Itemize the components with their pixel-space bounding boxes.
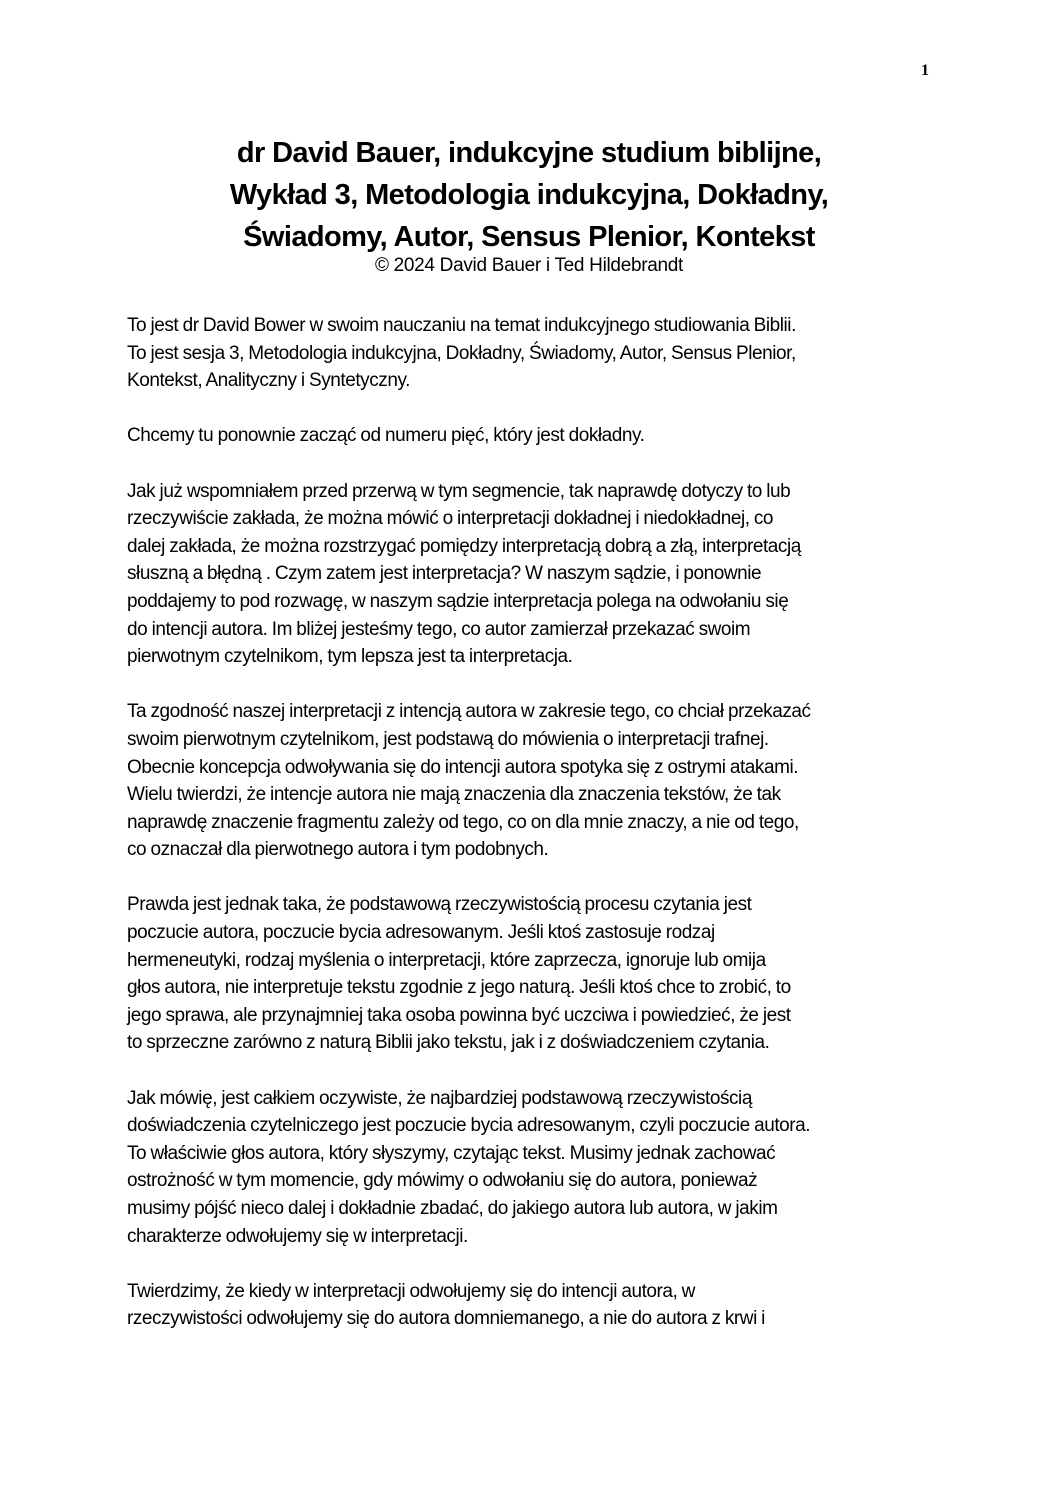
text-line: Obecnie koncepcja odwoływania się do intencji autora spotyka się z ostrymi atakami. [127, 756, 799, 778]
text-line: poddajemy to pod rozwagę, w naszym sądzie interpretacja polega na odwołaniu się [127, 590, 789, 612]
text-line: jego sprawa, ale przynajmniej taka osoba powinna być uczciwa i powiedzieć, że jest [127, 1004, 791, 1026]
text-line: Kontekst, Analityczny i Syntetyczny. [127, 370, 410, 392]
text-line: do intencji autora. Im bliżej jesteśmy tego, co autor zamierzał przekazać swoim [127, 618, 751, 640]
paragraph-intro [127, 312, 947, 395]
paragraph-interpretation [127, 478, 947, 671]
document-header [0, 132, 1058, 278]
title-line-3: Świadomy, Autor, Sensus Plenior, Kontekst [243, 221, 815, 253]
text-line: rzeczywistości odwołujemy się do autora domniemanego, a nie do autora z krwi i [127, 1308, 765, 1330]
paragraph-reading-reality [127, 891, 947, 1057]
text-line: Twierdzimy, że kiedy w interpretacji odwołujemy się do intencji autora, w [127, 1280, 695, 1302]
paragraph-sense-of-author [127, 1085, 947, 1251]
text-line: doświadczenia czytelniczego jest poczucie bycia adresowanym, czyli poczucie autora. [127, 1115, 811, 1137]
text-line: To jest sesja 3, Metodologia indukcyjna, Dokładny, Świadomy, Autor, Sensus Plenior, [127, 342, 796, 364]
text-line: co oznaczał dla pierwotnego autora i tym podobnych. [127, 839, 549, 861]
text-line: swoim pierwotnym czytelnikom, jest podstawą do mówienia o interpretacji trafnej. [127, 728, 769, 750]
title-line-2: Wykład 3, Metodologia indukcyjna, Dokładny, [229, 179, 829, 211]
text-line: Prawda jest jednak taka, że podstawową rzeczywistością procesu czytania jest [127, 894, 752, 916]
text-line: Wielu twierdzi, że intencje autora nie mają znaczenia dla znaczenia tekstów, że tak [127, 784, 781, 806]
text-line: musimy pójść nieco dalej i dokładnie zbadać, do jakiego autora lub autora, w jakim [127, 1198, 778, 1219]
paragraph-author-intent [127, 698, 947, 864]
text-line: naprawdę znaczenie fragmentu zależy od tego, co on dla mnie znaczy, a nie od tego, [127, 811, 799, 833]
text-line: słuszną a błędną . Czym zatem jest interpretacja? W naszym sądzie, i ponownie [127, 563, 762, 585]
paragraph-implied-author [127, 1278, 947, 1333]
text-line: Jak mówię, jest całkiem oczywiste, że najbardziej podstawową rzeczywistością [127, 1087, 752, 1109]
copyright-line: © 2024 David Bauer i Ted Hildebrandt [374, 255, 684, 276]
title-line-1: dr David Bauer, indukcyjne studium biblijne, [236, 137, 822, 169]
text-line: To jest dr David Bower w swoim nauczaniu na temat indukcyjnego studiowania Biblii. [127, 315, 796, 336]
text-line: to sprzeczne zarówno z naturą Biblii jako tekstu, jak i z doświadczeniem czytania. [127, 1032, 770, 1054]
text-line: poczucie autora, poczucie bycia adresowanym. Jeśli ktoś zastosuje rodzaj [127, 922, 715, 944]
document-body [127, 312, 947, 1361]
text-line: To właściwie głos autora, który słyszymy, czytając tekst. Musimy jednak zachować [127, 1142, 776, 1164]
text-line: Chcemy tu ponownie zacząć od numeru pięć, który jest dokładny. [127, 425, 645, 447]
text-line: hermeneutyki, rodzaj myślenia o interpretacji, które zaprzecza, ignoruje lub omija [127, 949, 766, 971]
text-line: ostrożność w tym momencie, gdy mówimy o odwołaniu się do autora, ponieważ [127, 1170, 758, 1192]
text-line: charakterze odwołujemy się w interpretacji. [127, 1225, 468, 1247]
text-line: pierwotnym czytelnikom, tym lepsza jest ta interpretacja. [127, 646, 573, 668]
text-line: dalej zakłada, że można rozstrzygać pomiędzy interpretacją dobrą a złą, interpretacją [127, 535, 801, 557]
text-line: rzeczywiście zakłada, że można mówić o interpretacji dokładnej i niedokładnej, co [127, 508, 774, 530]
text-line: głos autora, nie interpretuje tekstu zgodnie z jego naturą. Jeśli ktoś chce to zrobić, to [127, 977, 791, 999]
text-line: Ta zgodność naszej interpretacji z intencją autora w zakresie tego, co chciał przekazać [127, 701, 811, 723]
page-number: 1 [921, 62, 929, 79]
text-line: Jak już wspomniałem przed przerwą w tym segmencie, tak naprawdę dotyczy to lub [127, 480, 791, 502]
paragraph-accurate [127, 422, 947, 450]
